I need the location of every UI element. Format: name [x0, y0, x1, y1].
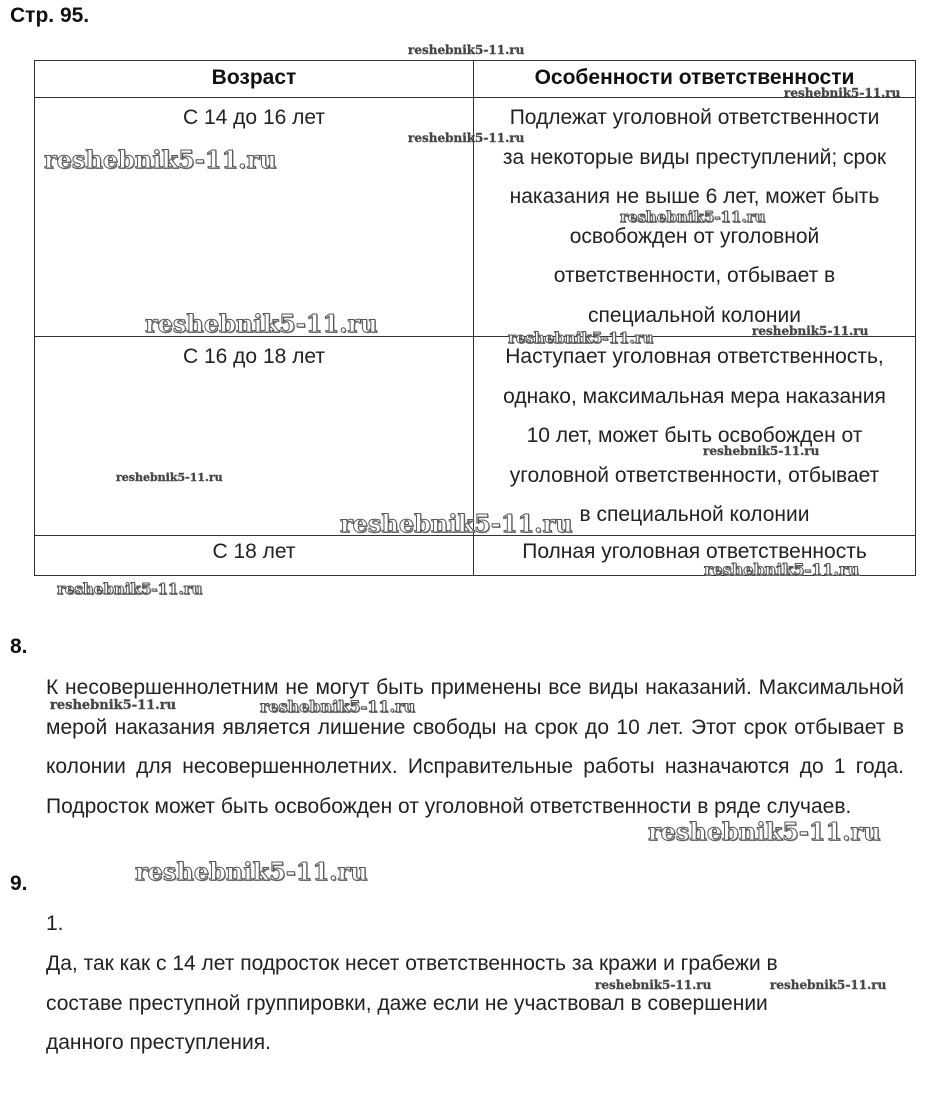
text-line: Да, так как с 14 лет подросток несет ответственность за кражи и грабежи в: [46, 952, 778, 975]
section-9-number: 9.: [10, 872, 28, 895]
desc-line: 10 лет, может быть освобожден от: [526, 424, 863, 447]
age-cell: С 18 лет: [35, 536, 474, 576]
watermark: reshebnik5-11.ru: [116, 471, 223, 484]
watermark: reshebnik5-11.ru: [703, 444, 820, 458]
watermark: reshebnik5-11.ru: [135, 857, 368, 886]
header-age: Возраст: [35, 61, 474, 98]
watermark: reshebnik5-11.ru: [340, 509, 573, 538]
desc-line: в специальной колонии: [579, 503, 810, 526]
watermark: reshebnik5-11.ru: [648, 817, 881, 846]
desc-line: за некоторые виды преступлений; срок: [502, 145, 887, 169]
watermark: reshebnik5-11.ru: [508, 329, 654, 347]
section-8-text: К несовершеннолетним не могут быть применены все виды наказаний. Максимальной мерой наказания является лишение свободы на срок до 10 лет. Этот срок отбывает в колонии для несовершеннолетних. Исправительные работы назначаются до 1 года. Подросток может быть освобожден от уголовной ответственности в ряде случаев.: [46, 676, 904, 818]
table-row: [35, 337, 916, 536]
desc-line: ответственности, отбывает в: [553, 264, 836, 287]
section-9-item-number: 1.: [46, 912, 64, 935]
watermark: reshebnik5-11.ru: [145, 309, 378, 338]
table-header-row: [35, 61, 916, 98]
page-title: Стр. 95.: [10, 4, 90, 27]
section-9-text: [46, 944, 904, 1063]
desc-cell: [474, 536, 916, 576]
watermark: reshebnik5-11.ru: [260, 697, 416, 716]
watermark: reshebnik5-11.ru: [57, 580, 203, 598]
desc-line: уголовной ответственности, отбывает: [509, 463, 880, 487]
desc-line: Полная уголовная ответственность: [522, 540, 867, 563]
table-row: [35, 98, 916, 337]
watermark: reshebnik5-11.ru: [408, 43, 525, 57]
section-8-number: 8.: [10, 635, 28, 658]
header-features: Особенности ответственности: [474, 61, 916, 98]
table-row: [35, 536, 916, 576]
watermark: reshebnik5-11.ru: [620, 208, 766, 226]
responsibility-table: [34, 60, 916, 576]
watermark: reshebnik5-11.ru: [50, 698, 177, 713]
text-line: составе преступной группировки, даже если не участвовал в совершении: [46, 991, 768, 1015]
desc-line: освобожден от уголовной: [569, 224, 820, 248]
desc-line: Наступает уголовная ответственность,: [505, 345, 884, 368]
desc-line: наказания не выше 6 лет, может быть: [509, 185, 880, 208]
desc-line: Подлежат уголовной ответственности: [509, 106, 880, 129]
desc-cell: [474, 337, 916, 536]
desc-cell: [474, 98, 916, 337]
watermark: reshebnik5-11.ru: [770, 978, 887, 992]
watermark: reshebnik5-11.ru: [704, 560, 860, 579]
watermark: reshebnik5-11.ru: [408, 131, 525, 145]
desc-line: однако, максимальная мера наказания: [503, 384, 886, 408]
age-cell: С 14 до 16 лет: [35, 98, 474, 337]
watermark: reshebnik5-11.ru: [44, 145, 277, 174]
desc-line: специальной колонии: [588, 303, 801, 327]
text-line: данного преступления.: [46, 1031, 271, 1054]
watermark: reshebnik5-11.ru: [784, 86, 901, 100]
watermark: reshebnik5-11.ru: [595, 978, 712, 992]
age-cell: С 16 до 18 лет: [35, 337, 474, 536]
watermark: reshebnik5-11.ru: [752, 324, 869, 338]
